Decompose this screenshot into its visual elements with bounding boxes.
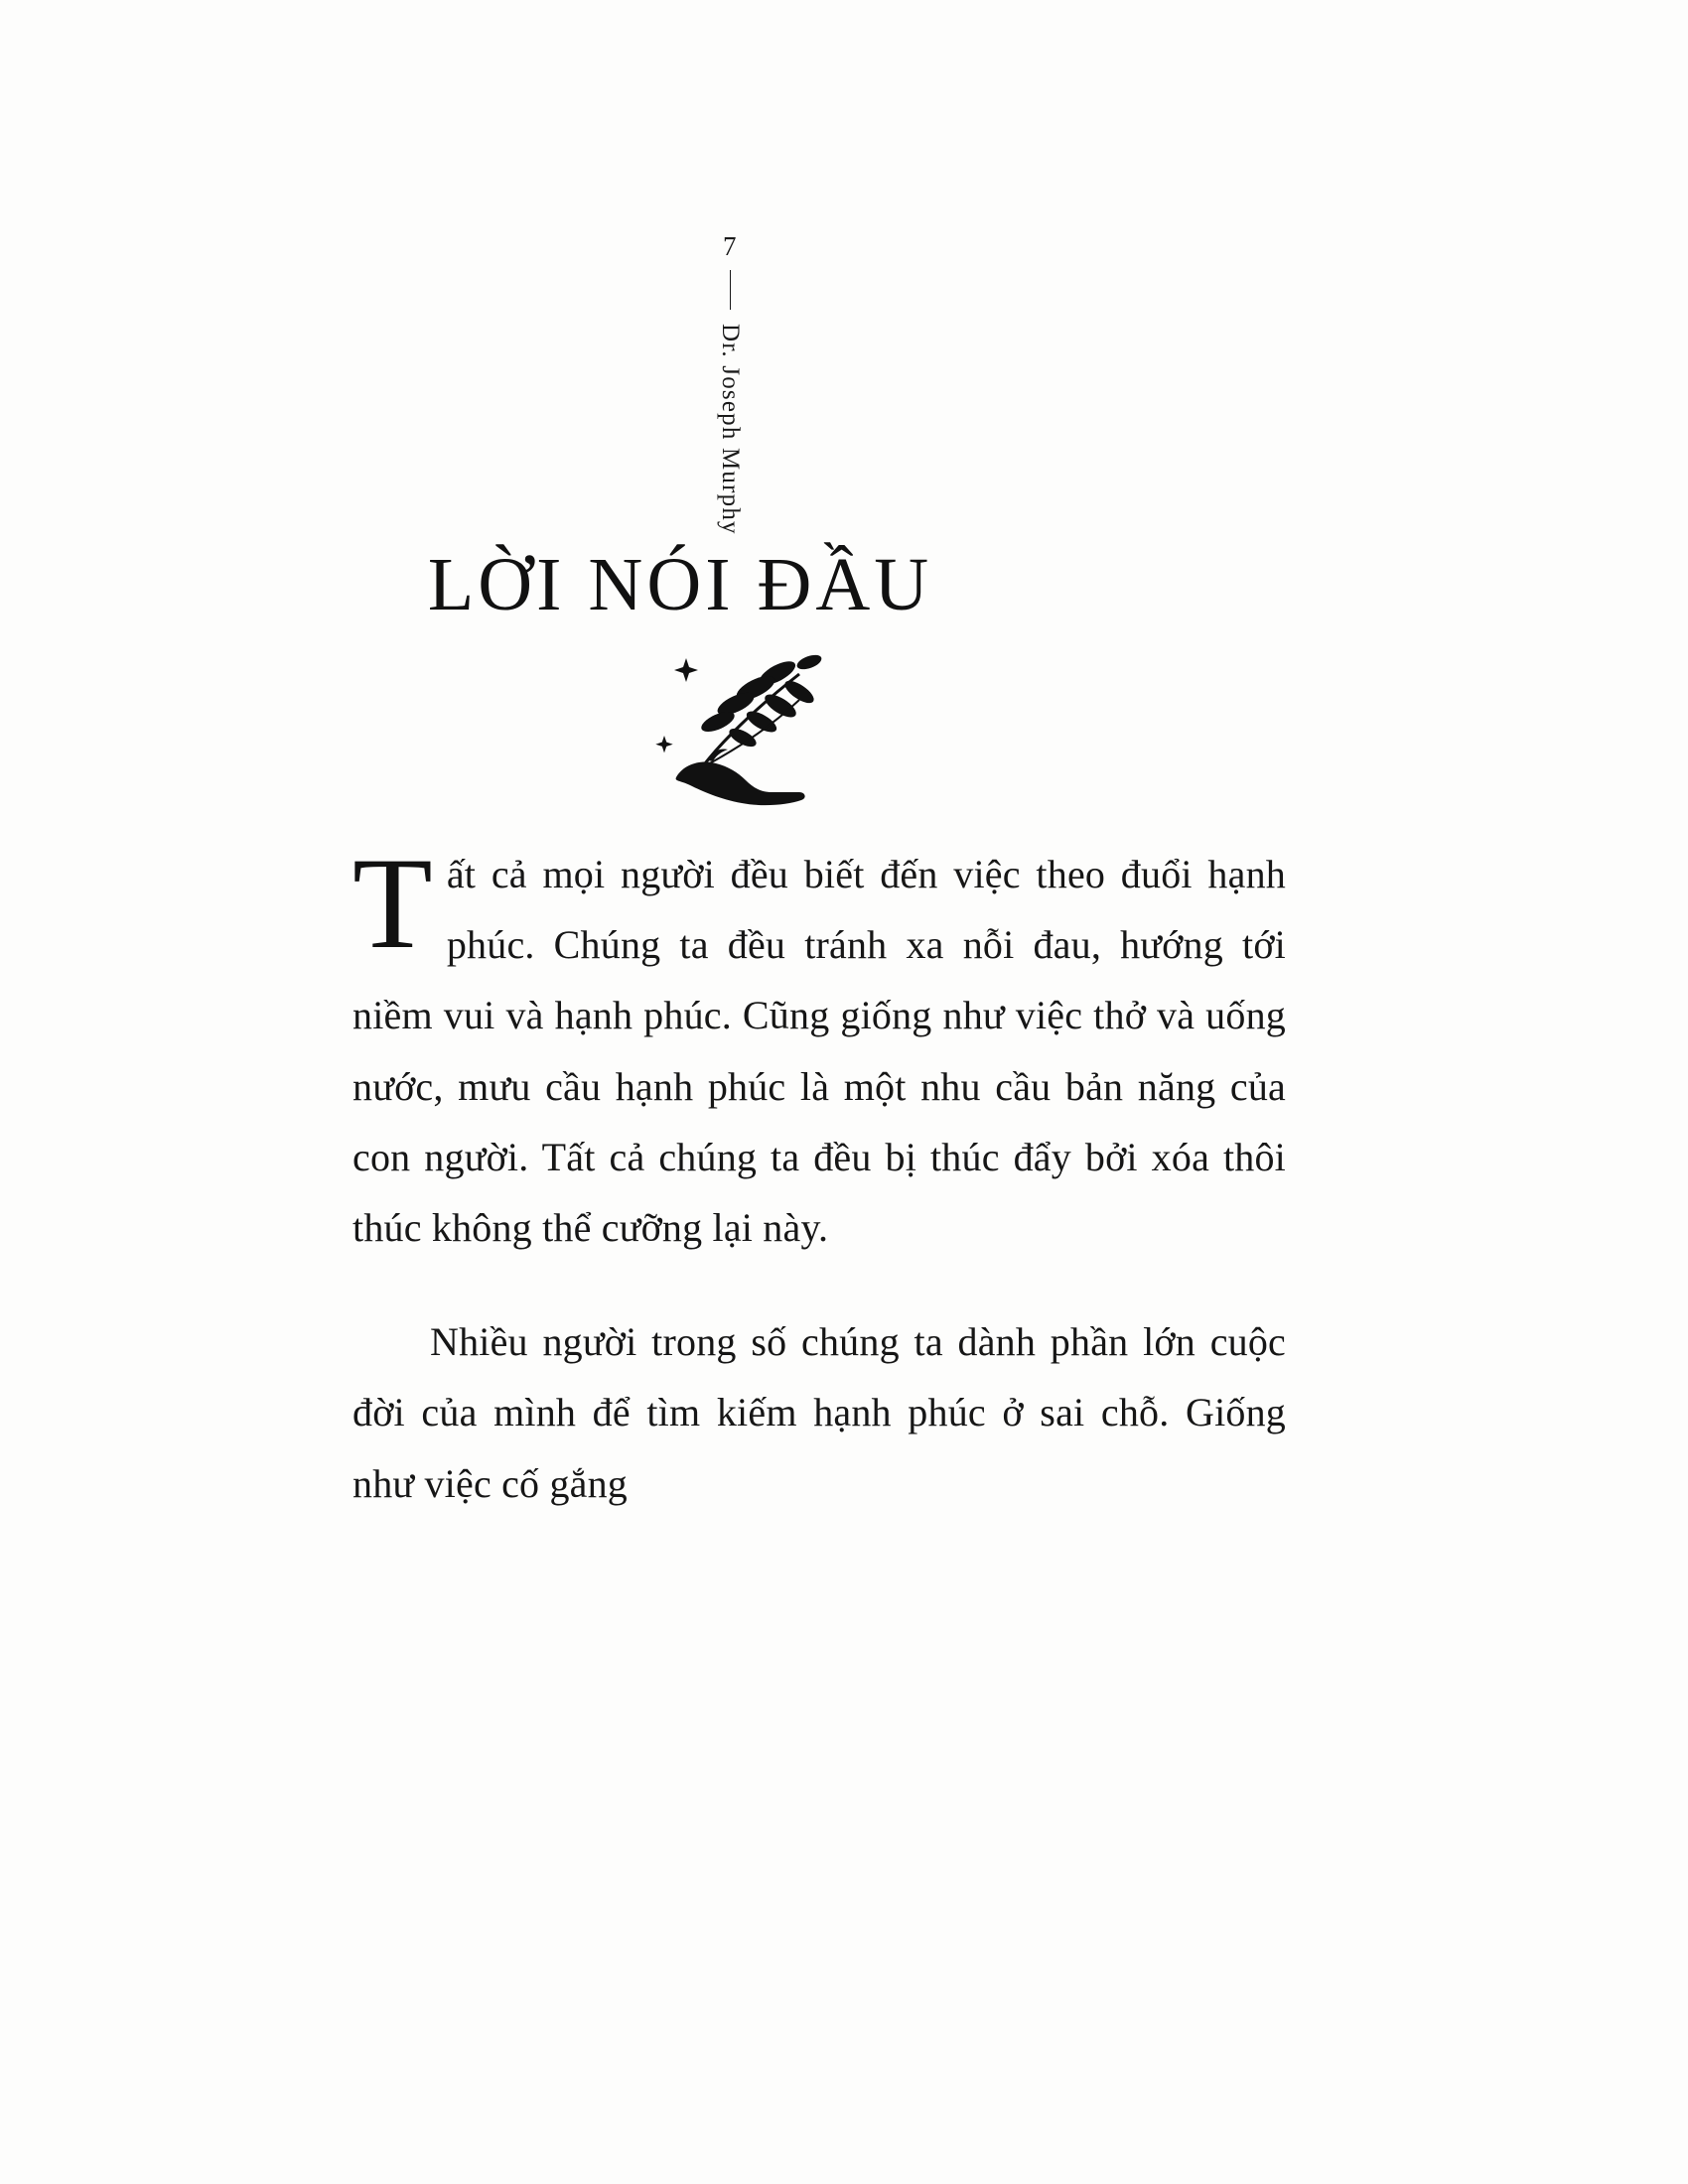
paragraph-1-text: ất cả mọi người đều biết đến việc theo đuổi hạnh phúc. Chúng ta đều tránh xa nỗi đau, hướng tới niềm vui và hạnh phúc. Cũng giống như việc thở và uống nước, mưu cầu hạnh phúc là một nhu cầu bản năng của con người. Tất cả chúng ta đều bị thúc đẩy bởi xóa thôi thúc không thể cưỡng lại này. — [352, 852, 1286, 1250]
running-head — [670, 233, 789, 535]
body-text-column — [352, 830, 1286, 1563]
drop-cap: T — [352, 830, 433, 976]
running-head-rule — [730, 270, 731, 310]
page-title: LỜI NÓI ĐẦU — [427, 542, 933, 626]
paragraph-2: Nhiều người trong số chúng ta dành phần lớn cuộc đời của mình để tìm kiếm hạnh phúc ở sai chỗ. Giống như việc cố gắng — [352, 1319, 1286, 1506]
hand-holding-leaves-ornament — [650, 640, 839, 809]
running-author: Dr. Joseph Murphy — [717, 324, 744, 535]
paragraph-1 — [352, 830, 1286, 1263]
page-number: 7 — [723, 231, 737, 261]
